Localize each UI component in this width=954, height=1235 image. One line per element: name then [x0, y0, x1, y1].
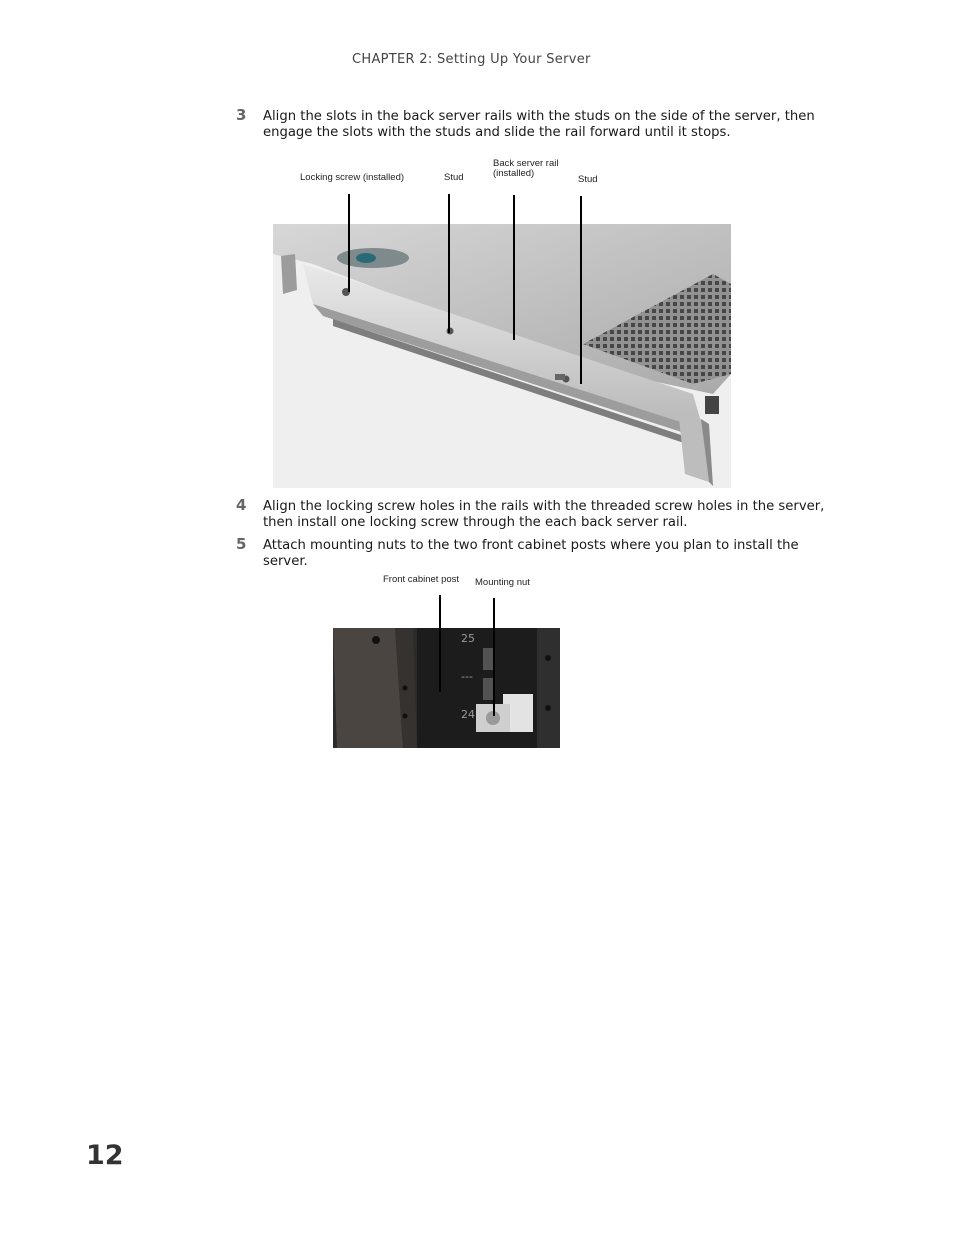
- step-text: Attach mounting nuts to the two front cabinet posts where you plan to install the server.: [263, 538, 799, 569]
- leader-line: [580, 196, 582, 384]
- svg-text:---: ---: [461, 670, 473, 683]
- step-4: [236, 496, 846, 530]
- step-5: [236, 535, 846, 569]
- leader-line: [348, 194, 350, 292]
- leader-line: [448, 194, 450, 333]
- leader-line: [439, 595, 441, 692]
- leader-line: [493, 598, 495, 716]
- page-number: 12: [86, 1140, 124, 1171]
- callout-stud: Stud: [444, 172, 464, 183]
- step-3: [236, 106, 846, 140]
- step-number: 5: [236, 535, 247, 553]
- step-number: 3: [236, 106, 247, 124]
- step-text: Align the slots in the back server rails with the studs on the side of the server, then engage the slots with the studs and slide the rail forward until it stops.: [263, 109, 815, 140]
- rack-unit-label: 24: [461, 708, 475, 721]
- callout-locking-screw: Locking screw (installed): [300, 172, 405, 183]
- callout-back-rail-line2: (installed): [493, 168, 535, 179]
- step-number: 4: [236, 496, 247, 514]
- rack-unit-label: 25: [461, 632, 475, 645]
- cabinet-post-photo: [333, 628, 560, 748]
- callout-mounting-nut: Mounting nut: [475, 577, 530, 588]
- step-text: Align the locking screw holes in the rails with the threaded screw holes in the server, then install one locking screw through the each back server rail.: [263, 499, 825, 530]
- leader-line: [513, 195, 515, 340]
- callout-back-rail: [493, 159, 558, 179]
- callout-front-post: Front cabinet post: [383, 574, 460, 585]
- callout-stud: Stud: [578, 174, 598, 185]
- running-head: CHAPTER 2: Setting Up Your Server: [352, 52, 591, 67]
- callout-back-rail-line1: Back server rail: [493, 158, 559, 169]
- server-rail-photo: [273, 224, 731, 488]
